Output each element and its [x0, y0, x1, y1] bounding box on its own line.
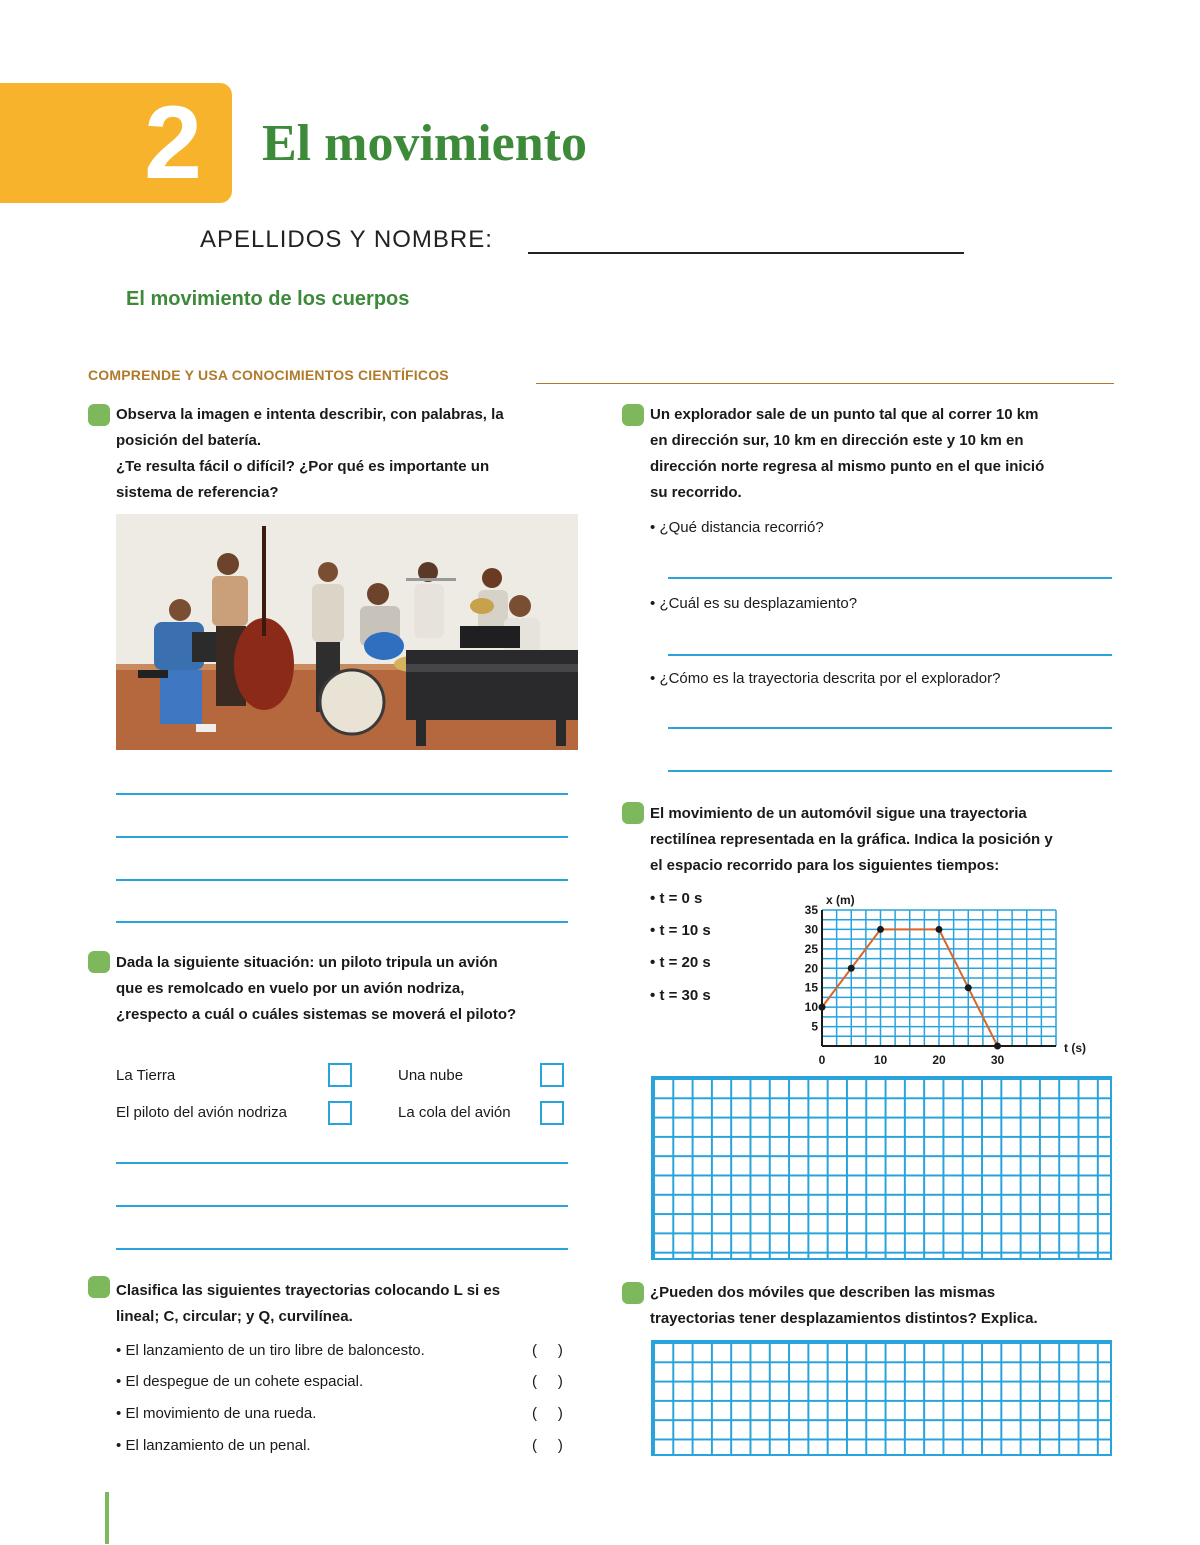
bullet-icon: •	[650, 954, 656, 971]
x-tick-label: 10	[873, 1053, 888, 1067]
question-text-line: trayectorias tener desplazamientos distintos? Explica.	[650, 1310, 1038, 1327]
sub-question	[650, 594, 857, 614]
question-text-line: Un explorador sale de un punto tal que al correr 10 km	[650, 406, 1039, 423]
bullet-icon: •	[116, 1373, 122, 1390]
data-point	[994, 1043, 1001, 1050]
question-text-line: que es remolcado en vuelo por un avión nodriza,	[116, 980, 465, 997]
time-item-text: t = 20 s	[659, 954, 711, 971]
y-tick-label: 35	[804, 903, 818, 917]
question-4-marker	[622, 404, 644, 426]
option-label: Una nube	[398, 1067, 464, 1084]
question-6-marker	[622, 1282, 644, 1304]
x-axis-label: t (s)	[1064, 1041, 1086, 1055]
data-point	[965, 984, 972, 991]
list-item-text: El lanzamiento de un penal.	[125, 1437, 311, 1454]
question-text-line: sistema de referencia?	[116, 484, 279, 501]
option-checkbox[interactable]	[540, 1063, 564, 1087]
question-text-line: su recorrido.	[650, 484, 742, 501]
bullet-icon: •	[650, 519, 656, 536]
question-2-marker	[88, 951, 110, 973]
chapter-number: 2	[144, 85, 202, 201]
y-tick-label: 25	[804, 941, 818, 956]
question-text-line: en dirección sur, 10 km en dirección este y 10 km en	[650, 432, 1024, 449]
y-tick-label: 5	[811, 1019, 818, 1034]
question-text-line: el espacio recorrido para los siguientes tiempos:	[650, 857, 1000, 874]
competency-label: COMPRENDE Y USA CONOCIMIENTOS CIENTÍFICOS	[88, 367, 449, 383]
question-text-line: lineal; C, circular; y Q, curvilínea.	[116, 1308, 353, 1325]
bullet-icon: •	[116, 1342, 122, 1359]
list-item-text: El movimiento de una rueda.	[125, 1405, 317, 1422]
list-item-text: El despegue de un cohete espacial.	[125, 1373, 364, 1390]
question-text-line: El movimiento de un automóvil sigue una trayectoria	[650, 805, 1027, 822]
y-tick-label: 10	[804, 1000, 818, 1015]
margin-bar	[105, 1492, 109, 1544]
section-title: El movimiento de los cuerpos	[126, 288, 410, 310]
option-checkbox[interactable]	[328, 1101, 352, 1125]
y-tick-label: 15	[804, 980, 818, 995]
time-item	[650, 921, 711, 941]
time-item	[650, 953, 711, 973]
bullet-icon: •	[116, 1405, 122, 1422]
question-text-line: dirección norte regresa al mismo punto en el que inició	[650, 458, 1045, 475]
name-label: APELLIDOS Y NOMBRE:	[200, 226, 493, 253]
answer-parentheses[interactable]: ( )	[532, 1373, 563, 1390]
chart-tick-labels	[805, 903, 1005, 1067]
question-text-line: ¿Pueden dos móviles que describen las mismas	[650, 1284, 996, 1301]
answer-line[interactable]	[668, 577, 1112, 579]
answer-line[interactable]	[116, 836, 568, 838]
bullet-icon: •	[650, 922, 656, 939]
list-item-text: El lanzamiento de un tiro libre de baloncesto.	[125, 1342, 425, 1359]
data-point	[936, 926, 943, 933]
answer-grid[interactable]	[651, 1076, 1112, 1260]
list-item	[116, 1404, 316, 1424]
question-3-text	[116, 1278, 586, 1330]
question-text-line: posición del batería.	[116, 432, 262, 449]
answer-parentheses[interactable]: ( )	[532, 1342, 563, 1359]
question-text-line: ¿respecto a cuál o cuáles sistemas se moverá el piloto?	[116, 1006, 517, 1023]
sub-question-text: ¿Cómo es la trayectoria descrita por el explorador?	[659, 670, 1001, 687]
x-tick-label: 0	[818, 1053, 826, 1067]
answer-line[interactable]	[668, 770, 1112, 772]
answer-line[interactable]	[668, 654, 1112, 656]
option-checkbox[interactable]	[540, 1101, 564, 1125]
x-tick-label: 20	[932, 1053, 946, 1067]
question-1-marker	[88, 404, 110, 426]
answer-line[interactable]	[116, 1205, 568, 1207]
competency-rule	[536, 383, 1114, 384]
bullet-icon: •	[116, 1437, 122, 1454]
sub-question-text: ¿Cuál es su desplazamiento?	[659, 595, 858, 612]
list-item	[116, 1436, 311, 1456]
answer-grid[interactable]	[651, 1340, 1112, 1456]
answer-line[interactable]	[116, 1248, 568, 1250]
position-time-chart	[780, 888, 1100, 1078]
option-label: La Tierra	[116, 1067, 176, 1084]
option-label: El piloto del avión nodriza	[116, 1104, 287, 1121]
answer-line[interactable]	[668, 727, 1112, 729]
question-6-text	[650, 1280, 1130, 1332]
bullet-icon: •	[650, 987, 656, 1004]
question-2-text	[116, 950, 596, 1028]
bullet-icon: •	[650, 890, 656, 907]
band-photo-illustration	[116, 514, 578, 750]
question-3-marker	[88, 1276, 110, 1298]
sub-question	[650, 518, 824, 538]
answer-parentheses[interactable]: ( )	[532, 1437, 563, 1454]
x-tick-label: 30	[990, 1053, 1005, 1067]
answer-parentheses[interactable]: ( )	[532, 1405, 563, 1422]
list-item	[116, 1341, 425, 1361]
sub-question-text: ¿Qué distancia recorrió?	[659, 519, 824, 536]
question-text-line: Dada la siguiente situación: un piloto tripula un avión	[116, 954, 498, 971]
question-text-line: rectilínea representada en la gráfica. Indica la posición y	[650, 831, 1053, 848]
time-item-text: t = 0 s	[659, 890, 703, 907]
time-item	[650, 889, 702, 909]
bullet-icon: •	[650, 595, 656, 612]
question-1-text	[116, 402, 586, 506]
page-title: El movimiento	[262, 115, 587, 172]
question-text-line: Clasifica las siguientes trayectorias colocando L si es	[116, 1282, 501, 1299]
answer-line[interactable]	[116, 793, 568, 795]
time-item-text: t = 30 s	[659, 987, 711, 1004]
answer-line[interactable]	[116, 921, 568, 923]
y-tick-label: 20	[804, 961, 818, 976]
question-text-line: Observa la imagen e intenta describir, con palabras, la	[116, 406, 504, 423]
bullet-icon: •	[650, 670, 656, 687]
answer-line[interactable]	[116, 1162, 568, 1164]
list-item	[116, 1372, 363, 1392]
data-point	[819, 1004, 826, 1011]
option-label: La cola del avión	[398, 1104, 511, 1121]
question-5-marker	[622, 802, 644, 824]
y-tick-label: 30	[804, 922, 818, 937]
option-checkbox[interactable]	[328, 1063, 352, 1087]
question-4-text	[650, 402, 1130, 506]
y-axis-label: x (m)	[826, 893, 855, 907]
data-point	[848, 965, 855, 972]
time-item	[650, 986, 711, 1006]
question-text-line: ¿Te resulta fácil o difícil? ¿Por qué es importante un	[116, 458, 490, 475]
data-point	[877, 926, 884, 933]
time-item-text: t = 10 s	[659, 922, 711, 939]
name-field[interactable]	[528, 252, 964, 254]
band-photo	[116, 514, 578, 750]
answer-line[interactable]	[116, 879, 568, 881]
question-5-text	[650, 801, 1140, 879]
sub-question	[650, 669, 1000, 689]
